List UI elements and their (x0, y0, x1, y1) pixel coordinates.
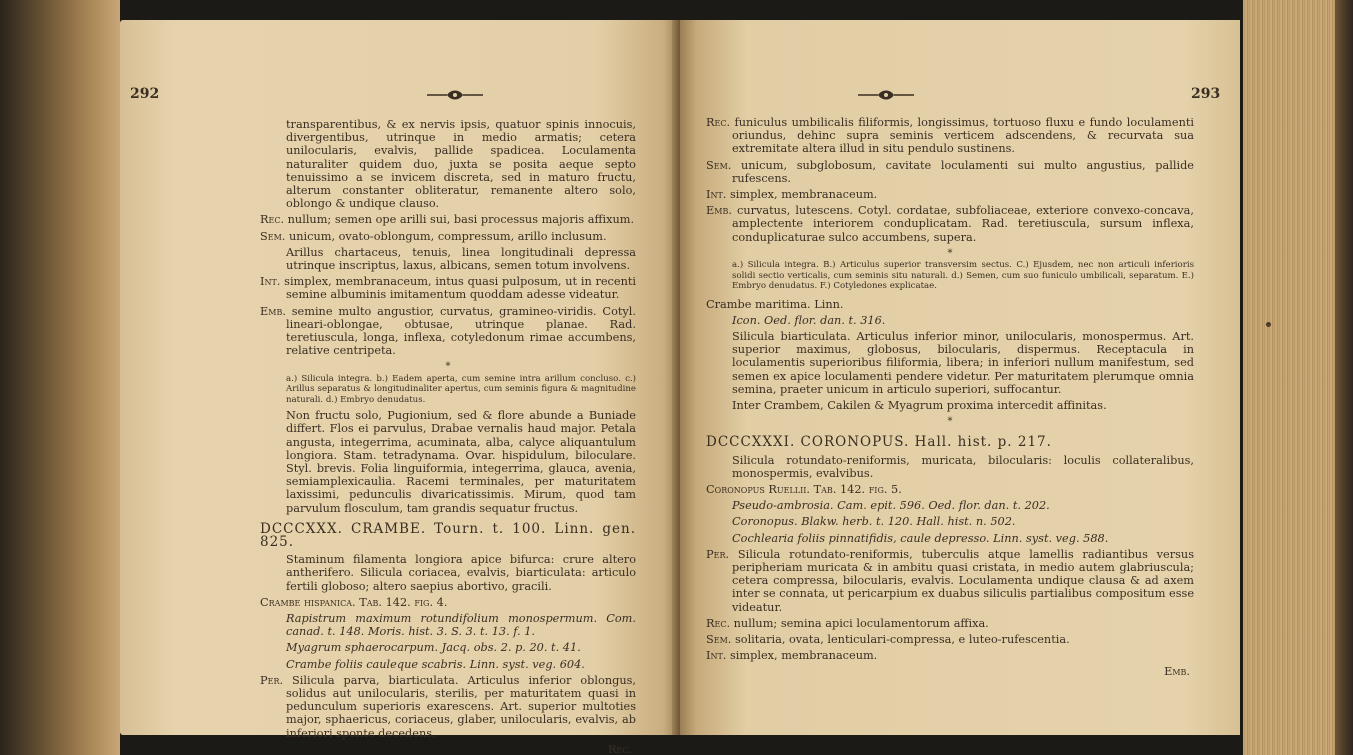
genus-description: Staminum filamenta longiora apice bifurca: crure altero antherifero. Silicula coriacea, evalvis, biarticulata: articulo fertili globoso; altero saepius abortivo, gracili. (286, 553, 636, 593)
synonym: Rapistrum maximum rotundifolium monospermum. Com. canad. t. 148. Moris. hist. 3. S. 3. t. 13. f. 1. (286, 612, 636, 639)
right-page (680, 20, 1240, 735)
genus-description: Silicula rotundato-reniformis, muricata, bilocularis: loculis collateralibus, monospermis, evalvibus. (732, 453, 1194, 480)
left-page-body (260, 118, 636, 755)
paragraph: Arillus chartaceus, tenuis, linea longitudinali depressa utrinque inscriptus, laxus, albicans, semen totum involvens. (286, 245, 636, 273)
synonym: Myagrum sphaerocarpum. Jacq. obs. 2. p. 20. t. 41. (286, 641, 581, 655)
paragraph: Int. simplex, membranaceum. (706, 649, 878, 663)
catchword: Rec. (607, 742, 632, 755)
paragraph: Int. simplex, membranaceum, intus quasi pulposum, ut in recenti semine albuminis imitamentum quoddam adesse videatur. (260, 275, 636, 302)
page-mark (1266, 322, 1271, 327)
paragraph: Sem. unicum, ovato-oblongum, compressum, arillo inclusum. (260, 229, 607, 243)
asterisk-icon: * (445, 361, 451, 373)
paragraph: Sem. unicum, subglobosum, cavitate loculamenti sui multo angustius, pallide rufescens. (706, 158, 1194, 185)
remark-paragraph: Non fructu solo, Pugionium, sed & flore abunde a Buniade differt. Flos ei parvulus, Drabae vernalis haud major. Petala angusta, integerrima, acuminata, alba, calyce aliquantulum longiora. Stam. tetradynama. Ovar. hispidulum, biloculare. Styl. brevis. Folia linguiformia, integerrima, glauca, avenia, semiamplexicaulia. Racemi terminales, per maturitatem laxissimi, pedunculis divaricatissimis. Mirum, quod tam parvulum flosculum, tam grandis sequatur fructus. (286, 409, 636, 515)
species-line: Crambe maritima. Linn. (706, 297, 844, 311)
species-line: Crambe hispanica. Tab. 142. fig. 4. (260, 595, 448, 609)
paragraph: Emb. curvatus, lutescens. Cotyl. cordatae, subfoliaceae, exteriore convexo-concava, amplectente interiorem conduplicatam. Rad. teretiuscula, sursum inflexa, conduplicaturae sulco accumbens, supera. (706, 204, 1195, 244)
paragraph: Rec. funiculus umbilicalis filiformis, longissimus, tortuoso fluxu e fundo loculamenti oriundus, dehinc supra seminis verticem adscendens, & recurvata sua extremitate altera illud in situ pendulo sustinens. (706, 116, 1194, 156)
synonym: Crambe foliis cauleque scabris. Linn. syst. veg. 604. (286, 657, 585, 671)
paragraph: Rec. nullum; semina apici loculamentorum affixa. (706, 616, 989, 630)
species-line: Coronopus Ruellii. Tab. 142. fig. 5. (706, 482, 902, 496)
paragraph: transparentibus, & ex nervis ipsis, quatuor spinis innocuis, divergentibus, utrinque in medio armatis; cetera unilocularis, evalvis, pallide spadicea. Loculamenta naturaliter quidem duo, juxta se posita aeque septo tenuissimo a se invicem discreta, sed in maturo fructu, alterum constanter obliteratur, remanente altero solo, oblongo & undique clauso. (286, 118, 636, 211)
paragraph: Rec. nullum; semen ope arilli sui, basi processus majoris affixum. (260, 213, 635, 227)
paragraph: Int. simplex, membranaceum. (706, 188, 878, 202)
ornament-icon (856, 88, 916, 102)
synonym: Cochlearia foliis pinnatifidis, caule depresso. Linn. syst. veg. 588. (732, 531, 1109, 545)
right-page-body (706, 116, 1194, 679)
paragraph: Emb. semine multo angustior, curvatus, gramineo-viridis. Cotyl. lineari-oblongae, obtusae, utrinque planae. Rad. teretiuscula, longa, inflexa, cotyledonum rimae accumbens, relative centripeta. (260, 304, 637, 358)
paragraph: Per. Silicula rotundato-reniformis, tuberculis atque lamellis radiantibus versus peripheriam muricata & in ambitu quasi cristata, in medio autem glabriuscula; cetera compressa, bilocularis, evalvis. Loculamenta undique clausa & ad axem inter se connata, ut pericarpium ex duabus siliculis partialibus compositum esse videatur. (706, 547, 1194, 614)
paragraph: Per. Silicula parva, biarticulata. Articulus inferior oblongus, solidus aut unilocularis, sterilis, per maturitatem quasi in pedunculum superioris exarescens. Art. superior multoties major, sphaericus, coriaceus, glaber, unilocularis, evalvis, ab inferiori sponte decedens. (260, 673, 636, 740)
catchword: Emb. (1164, 665, 1190, 679)
page-number: 293 (1191, 86, 1221, 102)
paragraph: Sem. solitaria, ovata, lenticulari-compressa, e luteo-rufescentia. (706, 633, 1070, 646)
affinity-note: Inter Crambem, Cakilen & Myagrum proxima intercedit affinitas. (732, 398, 1107, 412)
page-edges-right (1243, 0, 1353, 755)
left-page (120, 20, 680, 755)
synonym: Coronopus. Blakw. herb. t. 120. Hall. hist. n. 502. (732, 515, 1016, 529)
book-cover-left (0, 0, 120, 755)
synonym: Pseudo-ambrosia. Cam. epit. 596. Oed. flor. dan. t. 202. (732, 499, 1050, 513)
ornament-icon (425, 88, 485, 102)
asterisk-icon: * (947, 247, 953, 259)
asterisk-icon: * (947, 416, 953, 428)
icon-reference: Icon. Oed. flor. dan. t. 316. (732, 313, 886, 327)
genus-heading: DCCCXXXI. CORONOPUS. Hall. hist. p. 217. (706, 434, 1052, 451)
genus-heading: DCCCXXX. CRAMBE. Tourn. t. 100. Linn. gen. 825. (260, 520, 636, 550)
figure-note: a.) Silicula integra. B.) Articulus superior transversim sectus. C.) Ejusdem, nec non articuli inferioris solidi sectio verticalis, cum seminis situ naturali. d.) Semen, cum suo funiculo umbilicali, separatum. E.) Embryo denudatus. F.) Cotyledones explicatae. (732, 260, 1194, 292)
remark-paragraph: Silicula biarticulata. Articulus inferior minor, unilocularis, monospermus. Art. superior maximus, globosus, bilocularis, dispermus. Receptacula in loculamentis superioribus filiformia, libera; in inferiori nullum manifestum, sed semen ex apice loculamenti pendere videtur. Per maturitatem plerumque omnia semina, praeter unicum in articulo superiori, suffocantur. (732, 329, 1194, 396)
page-number: 292 (130, 86, 160, 102)
figure-note: a.) Silicula integra. b.) Eadem aperta, cum semine intra arillum concluso. c.) Arillus separatus & longitudinaliter apertus, cum seminis figura & magnitudine naturali. d.) Embryo denudatus. (286, 373, 636, 405)
